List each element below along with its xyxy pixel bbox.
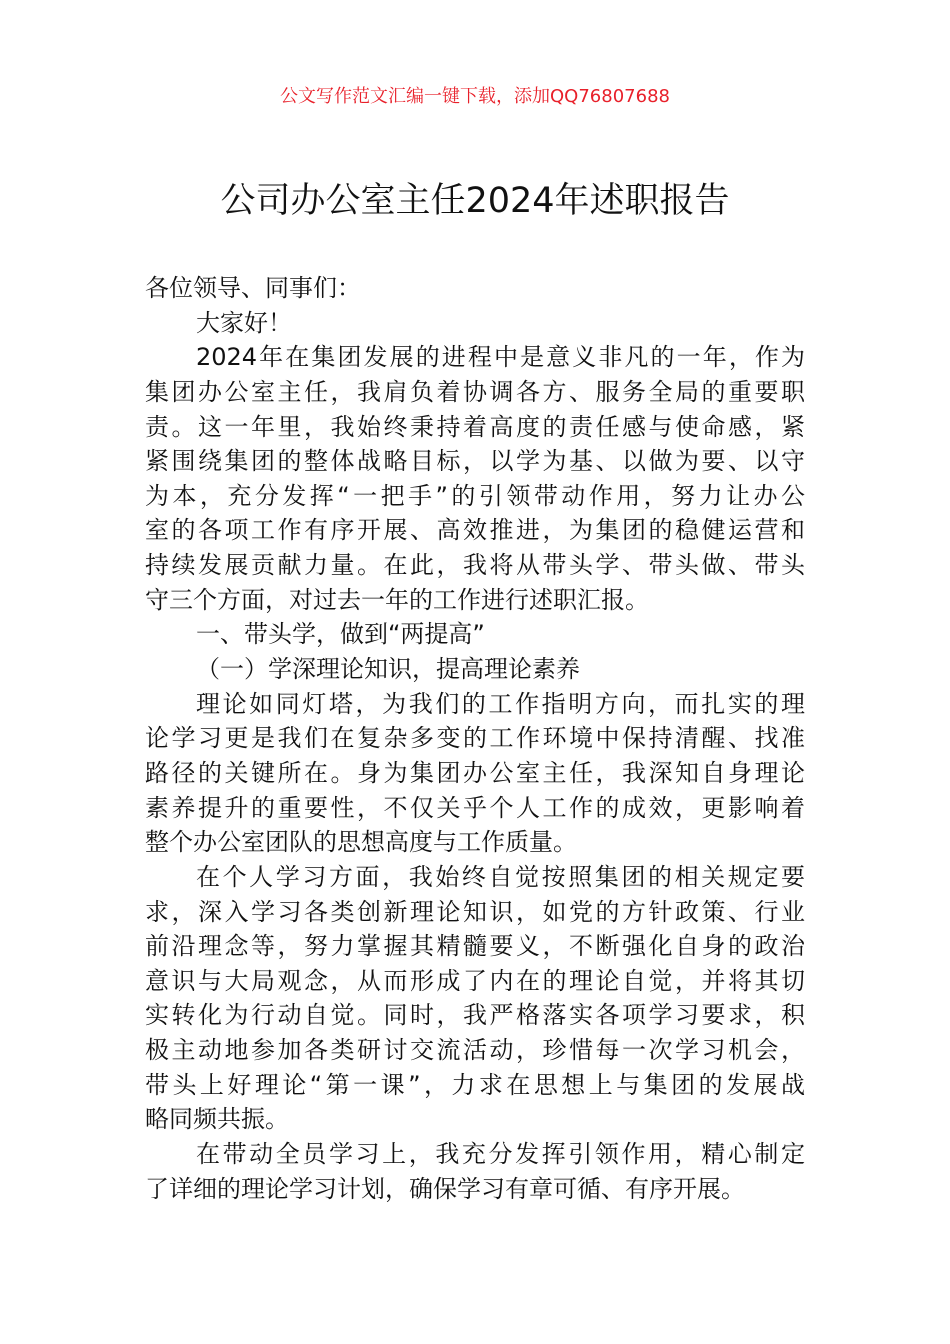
text-line: 责。这一年里，我始终秉持着高度的责任感与使命感，紧 xyxy=(145,412,805,441)
text-line: 集团办公室主任，我肩负着协调各方、服务全局的重要职 xyxy=(145,377,805,406)
text-line: 意识与大局观念，从而形成了内在的理论自觉，并将其切 xyxy=(145,966,805,995)
text-line: 守三个方面，对过去一年的工作进行述职汇报。 xyxy=(145,585,649,614)
paragraph xyxy=(145,271,805,306)
paragraph xyxy=(145,617,805,652)
text-line: 论学习更是我们在复杂多变的工作环境中保持清醒、找准 xyxy=(145,724,805,753)
text-line: 求，深入学习各类创新理论知识，如党的方针政策、行业 xyxy=(145,897,805,926)
paragraph xyxy=(145,652,805,687)
text-line: 实转化为行动自觉。同时，我严格落实各项学习要求，积 xyxy=(145,1001,805,1030)
document-title: 公司办公室主任2024年述职报告 xyxy=(220,181,730,221)
paragraph xyxy=(145,340,805,617)
text-line: 各位领导、同事们： xyxy=(145,274,361,302)
text-line: 前沿理念等，努力掌握其精髓要义，不断强化自身的政治 xyxy=(145,932,805,961)
paragraph xyxy=(145,1137,805,1206)
text-line: 了详细的理论学习计划，确保学习有章可循、有序开展。 xyxy=(145,1174,745,1203)
text-line: 路径的关键所在。身为集团办公室主任，我深知自身理论 xyxy=(145,758,805,787)
text-line: 整个办公室团队的思想高度与工作质量。 xyxy=(145,828,577,857)
text-line: 极主动地参加各类研讨交流活动，珍惜每一次学习机会， xyxy=(145,1036,805,1065)
text-line: 在个人学习方面，我始终自觉按照集团的相关规定要 xyxy=(196,862,805,891)
text-line: 在带动全员学习上，我充分发挥引领作用，精心制定 xyxy=(196,1140,805,1169)
text-line: 室的各项工作有序开展、高效推进，为集团的稳健运营和 xyxy=(145,516,805,545)
document-body xyxy=(145,271,805,1206)
paragraph xyxy=(145,860,805,1137)
text-line: 为本，充分发挥“一把手”的引领带动作用，努力让办公 xyxy=(145,481,805,510)
text-line: 持续发展贡献力量。在此，我将从带头学、带头做、带头 xyxy=(145,551,805,580)
text-line: 略同频共振。 xyxy=(145,1105,289,1134)
text-line: 2024年在集团发展的进程中是意义非凡的一年，作为 xyxy=(196,343,805,372)
text-line: 素养提升的重要性，不仅关乎个人工作的成效，更影响着 xyxy=(145,793,805,822)
text-line: （一）学深理论知识，提高理论素养 xyxy=(196,655,580,684)
text-line: 一、带头学，做到“两提高” xyxy=(196,620,485,649)
paragraph xyxy=(145,687,805,860)
text-line: 带头上好理论“第一课”，力求在思想上与集团的发展战 xyxy=(145,1070,805,1099)
paragraph xyxy=(145,306,805,341)
text-line: 理论如同灯塔，为我们的工作指明方向，而扎实的理 xyxy=(196,689,805,718)
download-banner: 公文写作范文汇编一键下载，添加QQ76807688 xyxy=(280,86,670,107)
text-line: 紧围绕集团的整体战略目标，以学为基、以做为要、以守 xyxy=(145,447,805,476)
text-line: 大家好！ xyxy=(196,308,292,337)
